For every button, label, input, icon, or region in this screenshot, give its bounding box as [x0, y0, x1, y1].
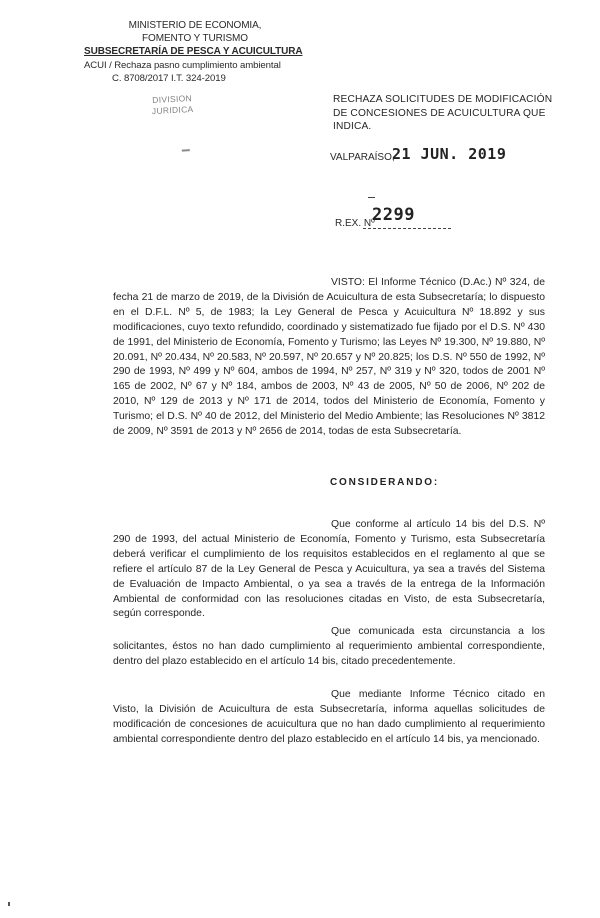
considerando-paragraph-1: Que conforme al artículo 14 bis del D.S. Nº 290 de 1993, del actual Ministerio de Economía, Fomento y Turismo, esta Subsecretaría deberá verificar el cumplimiento de los requisitos establecidos en el reglamento al que se refiere el artículo 87 de la Ley General de Pesca y Acuicultura, ya sea a través del Sistema de Evaluación de Impacto Ambiental, o ya sea a través de la entrega de la Información Ambiental de conformidad con las resoluciones citadas en Visto, de esta Subsecretaría, según corresponde. [113, 519, 545, 620]
header-file-line: C. 8708/2017 I.T. 324-2019 [112, 73, 226, 84]
header-ministry-line1: MINISTERIO DE ECONOMIA, [128, 20, 262, 31]
stamp-line2: JURIDICA [151, 103, 194, 117]
document-title: RECHAZA SOLICITUDES DE MODIFICACIÓN DE CONCESIONES DE ACUICULTURA QUE INDICA. [333, 94, 553, 133]
scan-edge-mark [8, 902, 10, 906]
considerando-heading: CONSIDERANDO: [330, 477, 439, 488]
rex-label: R.EX. Nº [335, 218, 375, 229]
visto-paragraph: VISTO: El Informe Técnico (D.Ac.) Nº 324, de fecha 21 de marzo de 2019, de la División de Acuicultura de esta Subsecretaría; lo dispuesto en el D.F.L. Nº 5, de 1983; la Ley General de Pesca y Acuicultura Nº 18.892 y sus modificaciones, cuyo texto refundido, coordinado y sistematizado fue fijado por el D.S. Nº 430 de 1991, del Ministerio de Economía, Fomento y Turismo; las Leyes Nº 19.300, Nº 19.880, Nº 20.091, Nº 20.434, Nº 20.583, Nº 20.597, Nº 20.657 y Nº 20.825; los D.S. Nº 550 de 1992, Nº 290 de 1993, Nº 499 y Nº 604, ambos de 1994, Nº 257, Nº 319 y Nº 320, todos de 2001 Nº 165 de 2002, Nº 67 y Nº 184, ambos de 2003, Nº 43 de 2005, Nº 50 de 2006, Nº 202 de 2010, Nº 129 de 2013 y Nº 171 de 2014, todos del Ministerio de Economía, Fomento y Turismo; el D.S. Nº 40 de 2012, del Ministerio del Medio Ambiente; las Resoluciones Nº 3812 de 2009, Nº 3591 de 2013 y Nº 2656 de 2014, todas de esta Subsecretaría. [113, 277, 545, 438]
place-label: VALPARAÍSO, [330, 152, 395, 163]
rex-underline [363, 228, 451, 229]
considerando-paragraph-2: Que comunicada esta circunstancia a los solicitantes, éstos no han dado cumplimiento al requerimiento ambiental correspondiente, dentro del plazo establecido en el artículo 14 bis, citado precedentemente. [113, 626, 545, 667]
document-date: 21 JUN. 2019 [392, 145, 507, 163]
considerando-paragraph-3: Que mediante Informe Técnico citado en Visto, la División de Acuicultura de esta Subsecretaría, informa aquellas solicitudes de modificación de concesiones de acuicultura que no han dado cumplimiento al requerimiento ambiental correspondiente dentro del plazo establecido en el artículo 14 bis, ya mencionado. [113, 689, 545, 745]
header-subsecretaria: SUBSECRETARÍA DE PESCA Y ACUICULTURA [84, 46, 303, 57]
header-ministry-line2: FOMENTO Y TURISMO [142, 33, 248, 44]
stamp-mark [182, 149, 190, 151]
rex-number: 2299 [372, 205, 415, 225]
header-ref-line: ACUI / Rechaza pasno cumplimiento ambiental [84, 60, 281, 71]
division-stamp [135, 92, 211, 140]
rex-dash-mark [368, 197, 375, 198]
stamp-line1: DIVISION [152, 92, 193, 106]
